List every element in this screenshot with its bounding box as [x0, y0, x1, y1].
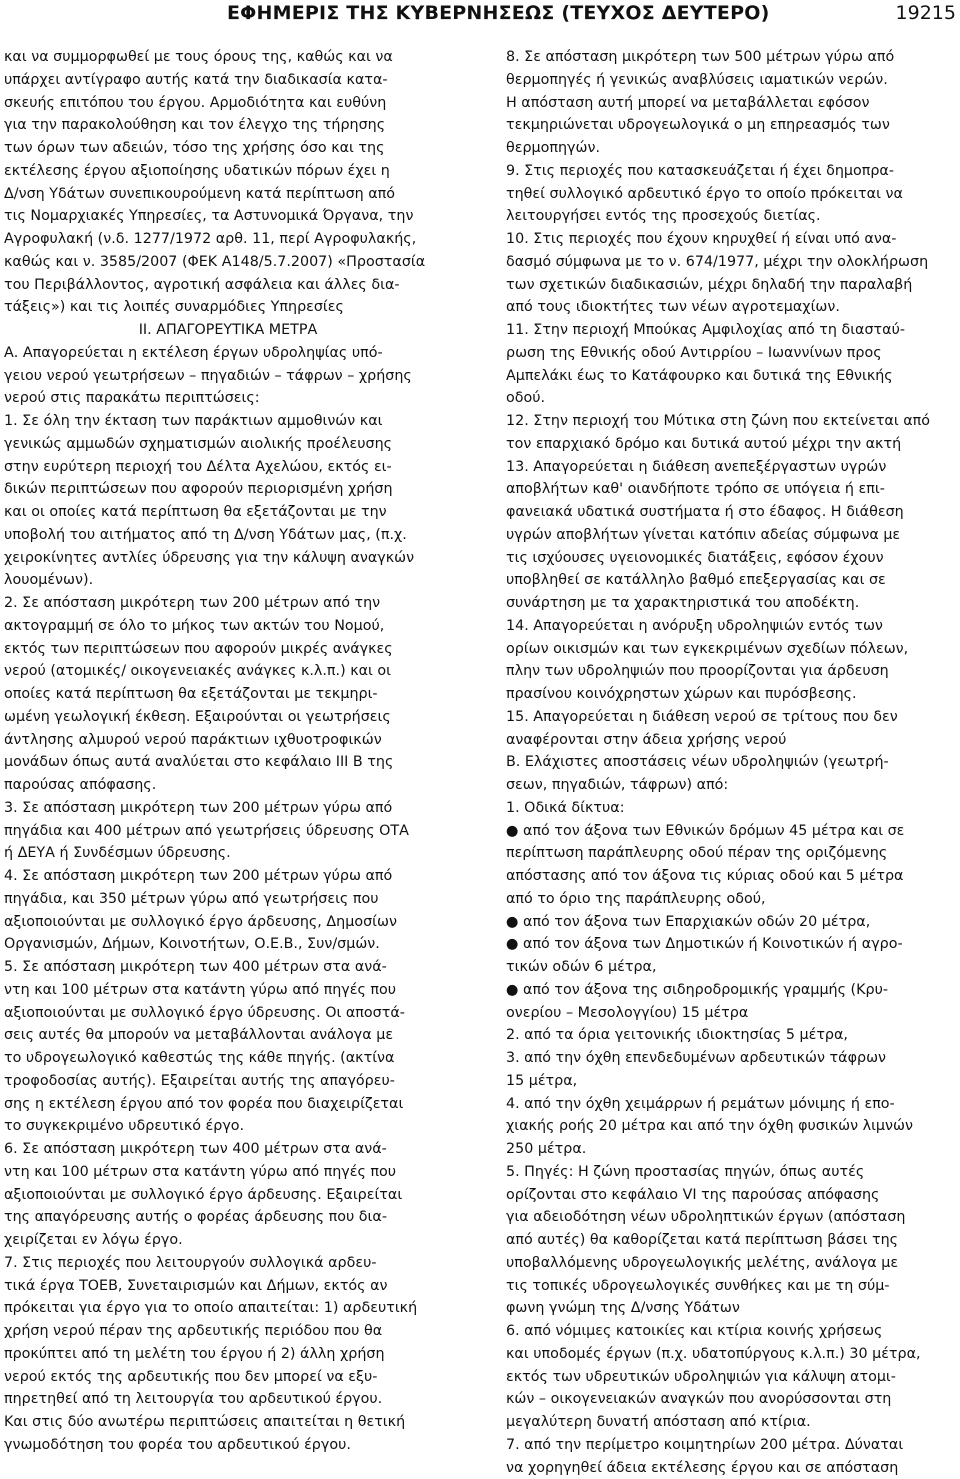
- text-line: νερού εκτός της αρδευτικής που δεν μπορεί να εξυ-: [4, 1366, 452, 1389]
- text-line: ακτογραμμή σε όλο το μήκος των ακτών του Νομού,: [4, 615, 452, 638]
- text-line: ● από τον άξονα των Εθνικών δρόμων 45 μέτρα και σε: [506, 820, 956, 843]
- text-line: πρόκειται για έργο για το οποίο απαιτείται: 1) αρδευτική: [4, 1297, 452, 1320]
- text-line: πρασίνου κοινόχρηστων χώρων και πυρόσβεσης.: [506, 683, 956, 706]
- text-line: σκευής επιτόπου του έργου. Αρμοδιότητα και ευθύνη: [4, 92, 452, 115]
- text-line: τροφοδοσίας αυτής). Εξαιρείται αυτής της απαγόρευ-: [4, 1070, 452, 1093]
- text-line: τις τοπικές υδρογεωλογικές συνθήκες και με τη σύμ-: [506, 1275, 956, 1298]
- text-line: ● από τον άξονα της σιδηροδρομικής γραμμής (Κρυ-: [506, 979, 956, 1002]
- text-line: αξιοποιούνται με συλλογικό έργο ύδρευσης. Οι αποστά-: [4, 1002, 452, 1025]
- text-line: ντη και 100 μέτρων στα κατάντη γύρω από πηγές που: [4, 1161, 452, 1184]
- text-line: 2. Σε απόσταση μικρότερη των 200 μέτρων από την: [4, 592, 452, 615]
- text-line: αποβλήτων καθ' οιανδήποτε τρόπο σε υπόγεια ή επι-: [506, 478, 956, 501]
- text-line: ● από τον άξονα των Επαρχιακών οδών 20 μέτρα,: [506, 911, 956, 934]
- text-line: υγρών αποβλήτων γίνεται κατόπιν αδείας σύμφωνα με: [506, 524, 956, 547]
- text-line: ονερίου – Μεσολογγίου) 15 μέτρα: [506, 1002, 956, 1025]
- text-line: γνωμοδότηση του φορέα του αρδευτικού έργου.: [4, 1434, 452, 1457]
- text-line: σεις αυτές θα μπορούν να μεταβάλλονται ανάλογα με: [4, 1024, 452, 1047]
- text-line: νερού (ατομικές/ οικογενειακές ανάγκες κ.λ.π.) και οι: [4, 660, 452, 683]
- text-line: πλην των υδροληψιών που προορίζονται για άρδευση: [506, 660, 956, 683]
- text-line: των σχετικών διαδικασιών, μέχρι δηλαδή την παραλαβή: [506, 274, 956, 297]
- text-line: νερού στις παρακάτω περιπτώσεις:: [4, 387, 452, 410]
- text-line: 15. Απαγορεύεται η διάθεση νερού σε τρίτους που δεν: [506, 706, 956, 729]
- text-line: τικά έργα ΤΟΕΒ, Συνεταιρισμών και Δήμων, εκτός αν: [4, 1275, 452, 1298]
- text-line: άντλησης αλμυρού νερού παράκτιων ιχθυοτροφικών: [4, 729, 452, 752]
- text-line: ή ΔΕΥΑ ή Συνδέσμων ύδρευσης.: [4, 842, 452, 865]
- text-line: στην ευρύτερη περιοχή του Δέλτα Αχελώου, εκτός ει-: [4, 456, 452, 479]
- text-line: για την παρακολούθηση και τον έλεγχο της τήρησης: [4, 114, 452, 137]
- text-line: από το όριο της παράπλευρης οδού,: [506, 888, 956, 911]
- text-line: 5. Πηγές: Η ζώνη προστασίας πηγών, όπως αυτές: [506, 1161, 956, 1184]
- text-line: τηθεί συλλογικό αρδευτικό έργο το οποίο πρόκειται να: [506, 183, 956, 206]
- text-line: Η απόσταση αυτή μπορεί να μεταβάλλεται εφόσον: [506, 92, 956, 115]
- text-line: των όρων των αδειών, τόσο της χρήσης όσο και της: [4, 137, 452, 160]
- text-line: εκτέλεσης έργου αξιοποίησης υδατικών πόρων έχει η: [4, 160, 452, 183]
- text-line: 6. από νόμιμες κατοικίες και κτίρια κοινής χρήσεως: [506, 1320, 956, 1343]
- section-heading: ΙΙ. ΑΠΑΓΟΡΕΥΤΙΚΑ ΜΕΤΡΑ: [4, 319, 452, 342]
- text-line: 5. Σε απόσταση μικρότερη των 400 μέτρων στα ανά-: [4, 956, 452, 979]
- text-line: 7. από την περίμετρο κοιμητηρίων 200 μέτρα. Δύναται: [506, 1434, 956, 1457]
- text-line: εκτός των περιπτώσεων που αφορούν μικρές ανάγκες: [4, 638, 452, 661]
- text-line: 3. από την όχθη επενδεδυμένων αρδευτικών τάφρων: [506, 1047, 956, 1070]
- text-line: σεων, πηγαδιών, τάφρων) από:: [506, 774, 956, 797]
- text-line: λουομένων).: [4, 569, 452, 592]
- text-line: του Περιβάλλοντος, αγροτική ασφάλεια και άλλες δια-: [4, 274, 452, 297]
- text-line: Αγροφυλακή (ν.δ. 1277/1972 αρθ. 11, περί Αγροφυλακής,: [4, 228, 452, 251]
- text-line: τις ισχύουσες υγειονομικές διατάξεις, εφόσον έχουν: [506, 547, 956, 570]
- text-line: πηρετηθεί από τη λειτουργία του αρδευτικού έργου.: [4, 1388, 452, 1411]
- page-number: 19215: [896, 2, 956, 24]
- text-line: να χορηγηθεί άδεια εκτέλεσης έργου και σε απόσταση: [506, 1457, 956, 1479]
- text-line: 15 μέτρα,: [506, 1070, 956, 1093]
- text-line: θερμοπηγών.: [506, 137, 956, 160]
- text-line: περίπτωση παράπλευρης οδού πέραν της οριζόμενης: [506, 842, 956, 865]
- text-line: υποβαλλόμενης υδρογεωλογικής μελέτης, ανάλογα με: [506, 1252, 956, 1275]
- text-line: Αμπελάκι έως το Κατάφουρκο και δυτικά της Εθνικής: [506, 365, 956, 388]
- text-line: αναφέρονται στην άδεια χρήσης νερού: [506, 729, 956, 752]
- text-line: από τους ιδιοκτήτες των νέων αγροτεμαχίων.: [506, 296, 956, 319]
- text-line: 12. Στην περιοχή του Μύτικα στη ζώνη που εκτείνεται από: [506, 410, 956, 433]
- text-line: ● από τον άξονα των Δημοτικών ή Κοινοτικών ή αγρο-: [506, 933, 956, 956]
- text-line: 1. Οδικά δίκτυα:: [506, 797, 956, 820]
- text-line: ορίων οικισμών και των εγκεκριμένων σχεδίων πόλεων,: [506, 638, 956, 661]
- text-line: απόστασης από τον άξονα τις κύριας οδού και 5 μέτρα: [506, 865, 956, 888]
- text-line: φωνη γνώμη της Δ/νσης Υδάτων: [506, 1297, 956, 1320]
- text-line: Α. Απαγορεύεται η εκτέλεση έργων υδροληψίας υπό-: [4, 342, 452, 365]
- text-line: τικών οδών 6 μέτρα,: [506, 956, 956, 979]
- text-line: τον επαρχιακό δρόμο και δυτικά αυτού μέχρι την ακτή: [506, 433, 956, 456]
- text-line: πηγάδια και 400 μέτρων από γεωτρήσεις ύδρευσης ΟΤΑ: [4, 820, 452, 843]
- text-line: 4. από την όχθη χειμάρρων ή ρεμάτων μόνιμης ή επο-: [506, 1093, 956, 1116]
- text-line: τεκμηριώνεται υδρογεωλογικά ο μη επηρεασμός των: [506, 114, 956, 137]
- text-line: υποβολή του αιτήματος από τη Δ/νση Υδάτων μας, (π.χ.: [4, 524, 452, 547]
- text-line: ντη και 100 μέτρων στα κατάντη γύρω από πηγές που: [4, 979, 452, 1002]
- text-line: μονάδων όπως αυτά αναλύεται στο κεφάλαιο ΙΙΙ Β της: [4, 751, 452, 774]
- text-line: 8. Σε απόσταση μικρότερη των 500 μέτρων γύρω από: [506, 46, 956, 69]
- text-line: 10. Στις περιοχές που έχουν κηρυχθεί ή είναι υπό ανα-: [506, 228, 956, 251]
- text-line: χιακής ροής 20 μέτρα και από την όχθη φυσικών λιμνών: [506, 1115, 956, 1138]
- text-line: χειρίζεται εν λόγω έργο.: [4, 1229, 452, 1252]
- text-line: 9. Στις περιοχές που κατασκευάζεται ή έχει δημοπρα-: [506, 160, 956, 183]
- text-line: 7. Στις περιοχές που λειτουργούν συλλογικά αρδευ-: [4, 1252, 452, 1275]
- text-line: 3. Σε απόσταση μικρότερη των 200 μέτρων γύρω από: [4, 797, 452, 820]
- text-line: τις Νομαρχιακές Υπηρεσίες, τα Αστυνομικά Όργανα, την: [4, 205, 452, 228]
- text-line: παρούσας απόφασης.: [4, 774, 452, 797]
- text-line: ωμένη γεωλογική έκθεση. Εξαιρούνται οι γεωτρήσεις: [4, 706, 452, 729]
- text-line: μεγαλύτερη δυνατή απόσταση από κτίρια.: [506, 1411, 956, 1434]
- text-line: εκτός των υδρευτικών υδροληψιών για κάλυψη ατομι-: [506, 1366, 956, 1389]
- text-line: χρήση νερού πέραν της αρδευτικής περιόδου που θα: [4, 1320, 452, 1343]
- page-header: [0, 0, 960, 40]
- text-line: γενικώς αμμωδών σχηματισμών αιολικής προέλευσης: [4, 433, 452, 456]
- text-line: και υποδομές έργων (π.χ. υδατοπύργους κ.λ.π.) 30 μέτρα,: [506, 1343, 956, 1366]
- text-line: οδού.: [506, 387, 956, 410]
- right-column: [506, 46, 956, 1479]
- text-line: Β. Ελάχιστες αποστάσεις νέων υδροληψιών (γεωτρή-: [506, 751, 956, 774]
- text-line: Και στις δύο ανωτέρω περιπτώσεις απαιτείται η θετική: [4, 1411, 452, 1434]
- text-line: ορίζονται στο κεφάλαιο VI της παρούσας απόφασης: [506, 1184, 956, 1207]
- text-line: κών – οικογενειακών αναγκών που ανορύσσονται στη: [506, 1388, 956, 1411]
- text-line: υπάρχει αντίγραφο αυτής κατά την διαδικασία κατα-: [4, 69, 452, 92]
- text-line: λειτουργήσει εντός της προσεχούς διετίας.: [506, 205, 956, 228]
- text-line: δασμό σύμφωνα με το ν. 674/1977, μέχρι την ολοκλήρωση: [506, 251, 956, 274]
- text-line: χειροκίνητες αντλίες ύδρευσης για την κάλυψη αναγκών: [4, 547, 452, 570]
- text-line: και να συμμορφωθεί με τους όρους της, καθώς και να: [4, 46, 452, 69]
- text-line: συνάρτηση με τα χαρακτηριστικά του αποδέκτη.: [506, 592, 956, 615]
- text-line: 13. Απαγορεύεται η διάθεση ανεπεξέργαστων υγρών: [506, 456, 956, 479]
- text-line: από αυτές) θα καθορίζεται κατά περίπτωση βάσει της: [506, 1229, 956, 1252]
- text-line: πηγάδια, και 350 μέτρων γύρω από γεωτρήσεις που: [4, 888, 452, 911]
- text-line: 6. Σε απόσταση μικρότερη των 400 μέτρων στα ανά-: [4, 1138, 452, 1161]
- text-line: προκύπτει από τη μελέτη του έργου ή 2) άλλη χρήση: [4, 1343, 452, 1366]
- text-line: φανειακά υδατικά συστήματα ή στο έδαφος. Η διάθεση: [506, 501, 956, 524]
- text-line: αξιοποιούνται με συλλογικό έργο άρδευσης, Δημοσίων: [4, 911, 452, 934]
- text-line: τάξεις») και τις λοιπές συναρμόδιες Υπηρεσίες: [4, 296, 452, 319]
- text-line: 250 μέτρα.: [506, 1138, 956, 1161]
- text-line: 2. από τα όρια γειτονικής ιδιοκτησίας 5 μέτρα,: [506, 1024, 956, 1047]
- text-line: οποίες κατά περίπτωση θα εξετάζονται με τεκμηρι-: [4, 683, 452, 706]
- text-line: γειου νερού γεωτρήσεων – πηγαδιών – τάφρων – χρήσης: [4, 365, 452, 388]
- text-line: το συγκεκριμένο υδρευτικό έργο.: [4, 1115, 452, 1138]
- left-column: [4, 46, 452, 1457]
- text-line: δικών περιπτώσεων που αφορούν περιορισμένη χρήση: [4, 478, 452, 501]
- text-line: 1. Σε όλη την έκταση των παράκτιων αμμοθινών και: [4, 410, 452, 433]
- text-line: 14. Απαγορεύεται η ανόρυξη υδροληψιών εντός των: [506, 615, 956, 638]
- text-line: αξιοποιούνται με συλλογικό έργο άρδευσης. Εξαιρείται: [4, 1184, 452, 1207]
- text-line: θερμοπηγές ή γενικώς αναβλύσεις ιαματικών νερών.: [506, 69, 956, 92]
- text-line: Οργανισμών, Δήμων, Κοινοτήτων, Ο.Ε.Β., Συν/σμών.: [4, 933, 452, 956]
- text-line: Δ/νση Υδάτων συνεπικουρούμενη κατά περίπτωση από: [4, 183, 452, 206]
- text-line: σης η εκτέλεση έργου από τον φορέα που διαχειρίζεται: [4, 1093, 452, 1116]
- text-line: ρωση της Εθνικής οδού Αντιρρίου – Ιωαννίνων προς: [506, 342, 956, 365]
- text-line: το υδρογεωλογικό καθεστώς της κάθε πηγής. (ακτίνα: [4, 1047, 452, 1070]
- text-line: 11. Στην περιοχή Μπούκας Αμφιλοχίας από τη διασταύ-: [506, 319, 956, 342]
- text-line: και οι οποίες κατά περίπτωση θα εξετάζονται με την: [4, 501, 452, 524]
- text-line: καθώς και ν. 3585/2007 (ΦΕΚ Α148/5.7.2007) «Προστασία: [4, 251, 452, 274]
- text-line: 4. Σε απόσταση μικρότερη των 200 μέτρων γύρω από: [4, 865, 452, 888]
- text-line: της απαγόρευσης αυτής ο φορέας άρδευσης που δια-: [4, 1206, 452, 1229]
- gazette-title: ΕΦΗΜΕΡΙΣ ΤΗΣ ΚΥΒΕΡΝΗΣΕΩΣ (ΤΕΥΧΟΣ ΔΕΥΤΕΡΟ): [227, 2, 769, 24]
- text-line: υποβληθεί σε κατάλληλο βαθμό επεξεργασίας και σε: [506, 569, 956, 592]
- text-line: για αδειοδότηση νέων υδροληπτικών έργων (απόσταση: [506, 1206, 956, 1229]
